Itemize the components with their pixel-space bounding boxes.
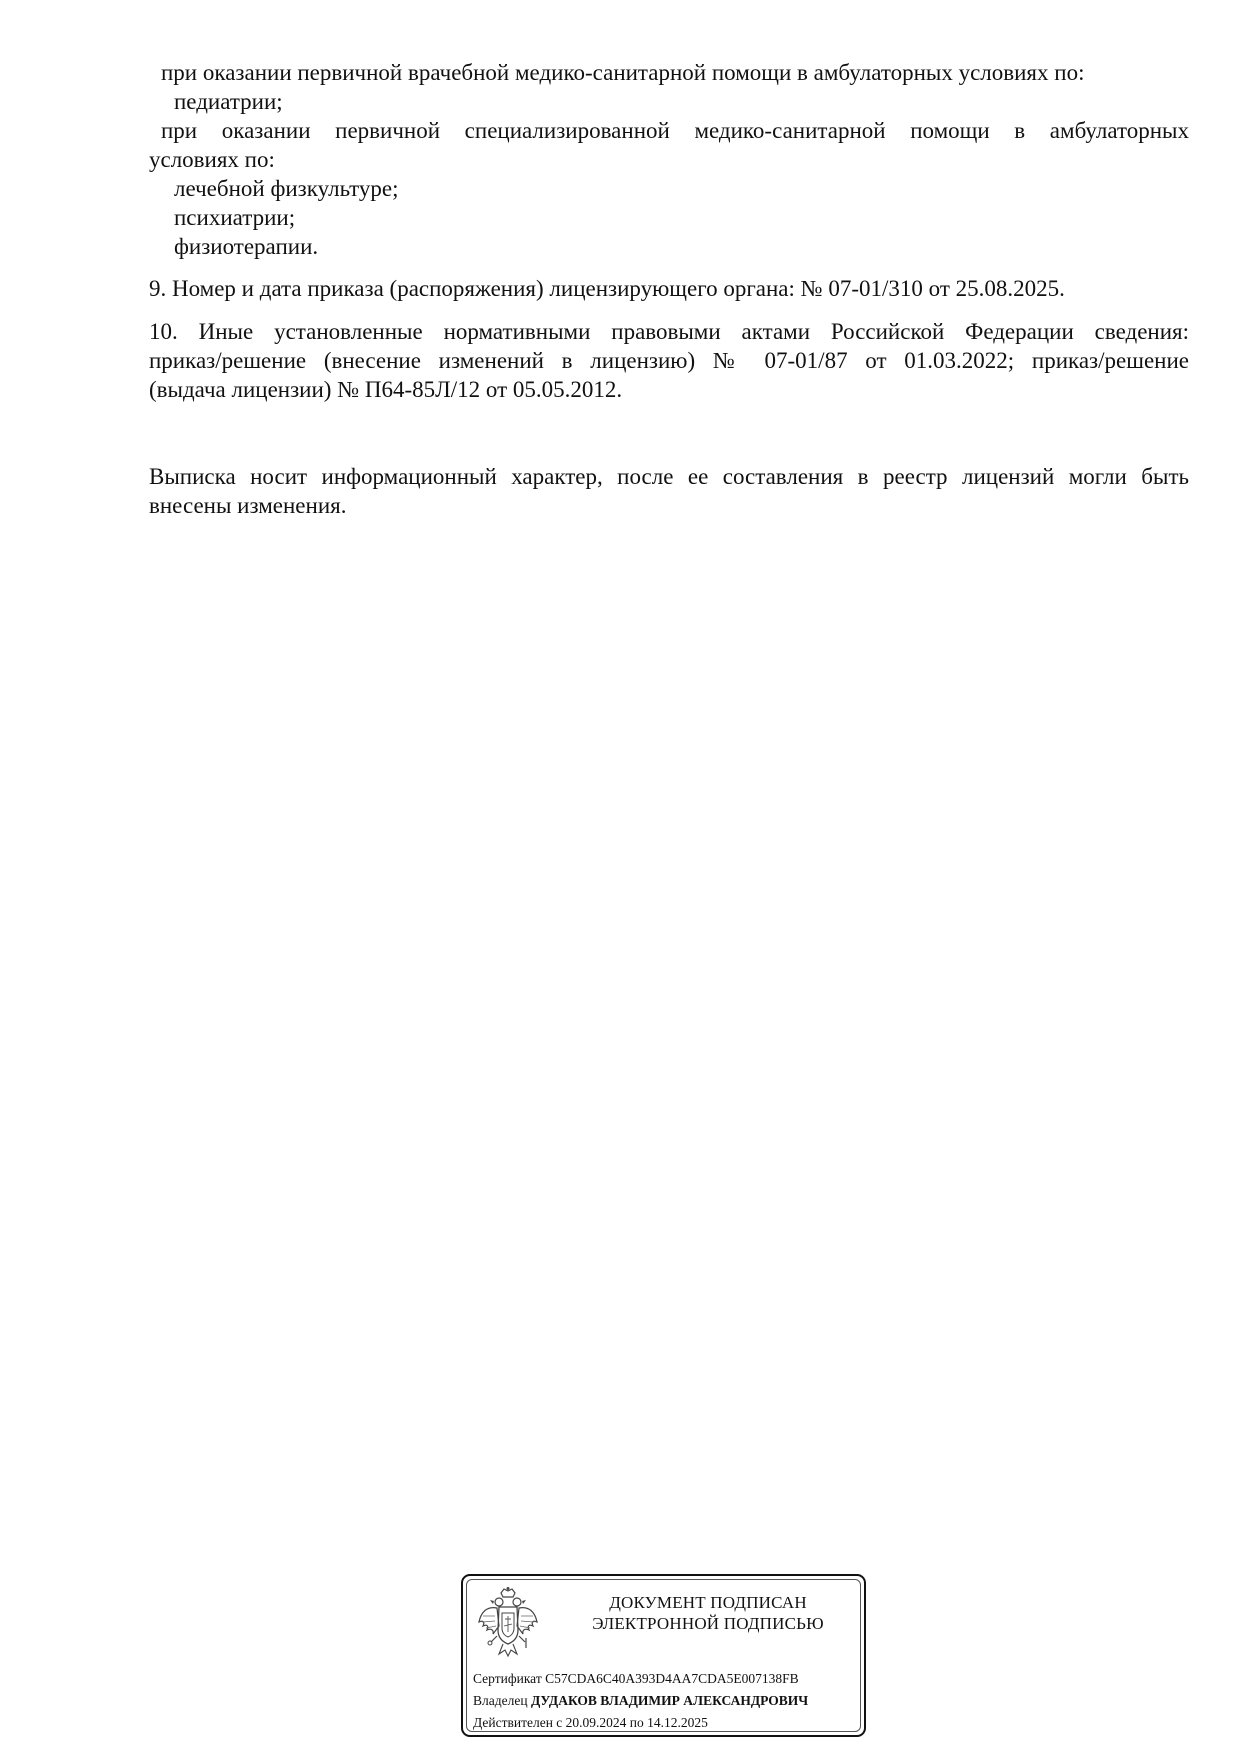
text-line: при оказании первичной специализированной медико-санитарной помощи в амбулаторных (161, 118, 1189, 143)
text-line: психиатрии; (174, 205, 296, 230)
stamp-title-line-1: ДОКУМЕНТ ПОДПИСАН (609, 1593, 807, 1612)
item-9: 9. Номер и дата приказа (распоряжения) лицензирующего органа: № 07-01/310 от 25.08.2025. (149, 276, 1065, 301)
text-line: лечебной физкультуре; (174, 176, 399, 201)
text-line: физиотерапии. (174, 234, 319, 259)
text-line: при оказании первичной врачебной медико-санитарной помощи в амбулаторных условиях по: (161, 60, 1085, 85)
text-line: приказ/решение (внесение изменений в лицензию) № 07-01/87 от 01.03.2022; приказ/решение (149, 348, 1189, 373)
text-line: педиатрии; (174, 89, 283, 114)
text-line: Выписка носит информационный характер, после ее составления в реестр лицензий могли быть (149, 464, 1189, 489)
certificate-row (473, 1668, 858, 1690)
stamp-title (563, 1592, 853, 1634)
disclaimer-note (149, 462, 1189, 520)
text-line: 10. Иные установленные нормативными правовыми актами Российской Федерации сведения: (149, 319, 1189, 344)
text-line: внесены изменения. (149, 493, 347, 518)
certificate-value: C57CDA6C40A393D4AA7CDA5E007138FB (545, 1671, 799, 1686)
stamp-title-line-2: ЭЛЕКТРОННОЙ ПОДПИСЬЮ (592, 1614, 824, 1633)
owner-label: Владелец (473, 1693, 528, 1708)
owner-value: ДУДАКОВ ВЛАДИМИР АЛЕКСАНДРОВИЧ (530, 1693, 809, 1708)
item-10 (149, 317, 1189, 404)
owner-row (473, 1690, 858, 1712)
electronic-signature-stamp (461, 1574, 866, 1737)
validity-row: Действителен с 20.09.2024 по 14.12.2025 (473, 1715, 708, 1730)
stamp-details (473, 1668, 858, 1734)
document-body (149, 58, 1189, 520)
coat-of-arms-icon (477, 1586, 539, 1658)
text-line: условиях по: (149, 147, 275, 172)
text-line: (выдача лицензии) № П64-85Л/12 от 05.05.2012. (149, 377, 623, 402)
certificate-label: Сертификат (473, 1671, 542, 1686)
